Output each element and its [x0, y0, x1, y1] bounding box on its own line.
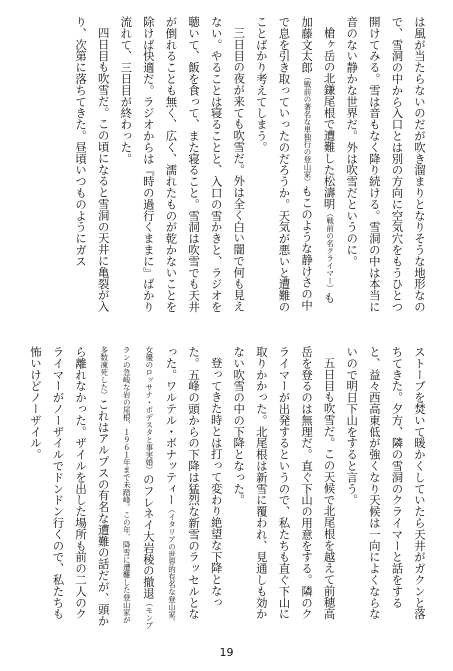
- text-run: は風が当たらないのだが吹き溜まりとなりそうな地形なので、雪洞の中から入口とは別の方向に空気穴をもうひとつ開けてみる。雪は音もなく降り続ける。雪洞の中は本当に音のない静かな世界だ。外は吹雪だというのに。: [345, 16, 427, 313]
- text-run: のフレネイ大岩稜の撤退: [141, 473, 156, 599]
- text-run: 三日目の夜が来ても吹雪だ。外は全く白い闇で何も見えない。やることは寝ることと、入口の雪かきと、ラジオを聴いて、飯を食って、また寝ること。雪洞は吹雪でも天井が倒れることも無く、広く、濡れたものが乾かないことを除けば快適だ。ラジオからは『時の過行くままに』ばかり流れて、三日目が終わった。: [119, 16, 247, 313]
- annotation-note: この年、降雪に遭難した登山家が多数凍死した）: [99, 346, 132, 624]
- annotation-note: （モンブランの急峻な岩の尾根、１９６１年まで未踏峰。: [122, 346, 154, 629]
- text-run: 槍ヶ岳の北鎌尾根で遭難した松濤明: [322, 27, 337, 210]
- paragraph: [115, 16, 251, 314]
- text-run: 登ってきた時とは打って変わり絶望な下降となった。五峰の頭からの下降は猛烈な新雪のラッセルとなった。ワルテル・ボナッティー: [164, 346, 224, 620]
- top-text-block: [19, 16, 431, 314]
- text-run: これはアルプスの有名な遭難の話だが、頭から離れなかった。ザイルを出した場所も前の二人のクライマーがノーザイルでドンドン行くので、私たちも怖いけどノーザイル。: [28, 346, 111, 627]
- annotation-note: （イタリアの世界的有名な登山家。女優のロッサナ・ポデスタと事実婚）: [144, 346, 177, 626]
- text-run: ストーブを焚いて暖かくしていたら天井がガクンと落ちてきた。夕方、隣の雪洞のクライマーと話をすると、益々西高東低が強くなり天候は一向によくならないので明日下山をすると言う。: [345, 346, 427, 620]
- paragraph: [24, 346, 227, 630]
- text-run: もこのような静けさの中で息を引き取っていったのだろうか。天気が悪いと遭難のことばかり考えてしまう。: [254, 16, 315, 313]
- paragraph: [70, 16, 115, 314]
- page-number: 19: [219, 646, 234, 659]
- bottom-text-block: [19, 346, 431, 630]
- text-run: 四日目も吹雪だ。この頃になると雪洞の天井に亀裂が入り、次第に落ちてきた。昼頃いつものようにガス: [74, 16, 111, 313]
- annotation-note: （戦前の著名な単独行の登山家）: [303, 73, 313, 186]
- text-run: 五日目も吹雪だ。この天候で北尾根を越えて前穂高岳を登るのは無理だ。直ぐ下山の用意をする。隣のクライマーが出発するというので、私たちも直ぐ下山に取りかかった。北尾根は新雪に覆われ、見通しも効かない吹雪の中の下降となった。: [232, 346, 337, 620]
- paragraph: [250, 16, 340, 314]
- annotation-note: （戦前の名クライマー）: [325, 209, 335, 293]
- paragraph: [341, 16, 431, 314]
- text-run: も加藤文太郎: [300, 16, 337, 304]
- paragraph: [228, 346, 341, 630]
- paragraph: [341, 346, 431, 630]
